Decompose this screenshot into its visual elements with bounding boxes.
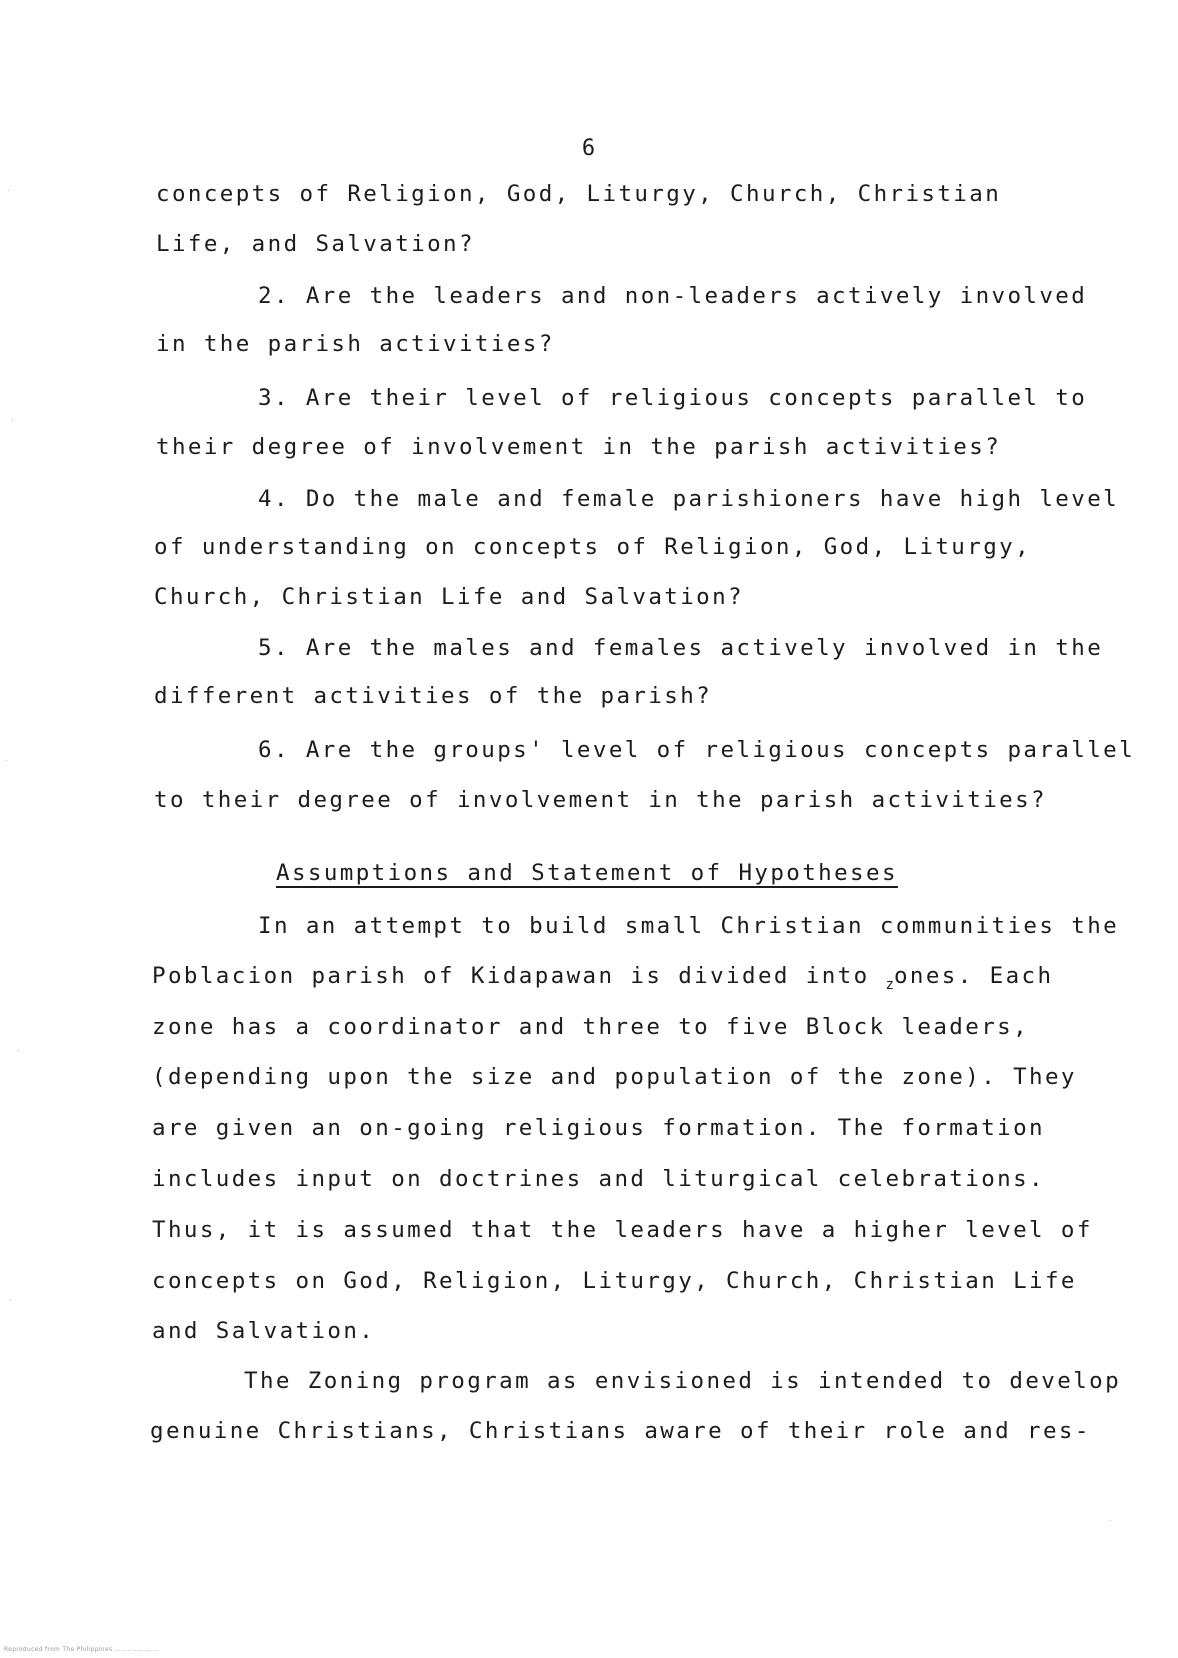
- question-3-line: their degree of involvement in the parish activities?: [156, 434, 1002, 460]
- hypothesis-line: In an attempt to build small Christian communities the: [258, 913, 1120, 939]
- question-6-line: 6. Are the groups' level of religious concepts parallel: [258, 737, 1136, 763]
- question-2-line: 2. Are the leaders and non-leaders actively involved: [258, 283, 1088, 309]
- hypothesis-line: [152, 961, 1053, 1000]
- scan-speck: [10, 1300, 11, 1301]
- question-4-line: 4. Do the male and female parishioners have high level: [258, 486, 1120, 512]
- question-2-line: in the parish activities?: [156, 331, 555, 357]
- section-heading: Assumptions and Statement of Hypotheses: [276, 860, 898, 886]
- scan-speck: [1110, 1520, 1111, 1521]
- question-6-line: to their degree of involvement in the parish activities?: [154, 787, 1047, 813]
- scan-footer: Reproduced from The Philippines ....................: [4, 1646, 159, 1653]
- question-4-line: of understanding on concepts of Religion, God, Liturgy,: [154, 534, 1032, 560]
- hypothesis-line: Thus, it is assumed that the leaders have a higher level of: [152, 1217, 1093, 1243]
- hypothesis-line: concepts on God, Religion, Liturgy, Church, Christian Life: [152, 1268, 1077, 1294]
- hypothesis-line-text: Poblacion parish of Kidapawan is divided into: [152, 963, 886, 989]
- scan-speck: [12, 420, 13, 421]
- hypothesis-line: and Salvation.: [152, 1318, 376, 1344]
- zoning-line: The Zoning program as envisioned is intended to develop: [244, 1368, 1122, 1394]
- hypothesis-line: (depending upon the size and population of the zone). They: [152, 1064, 1077, 1090]
- hypothesis-line-sub: z: [885, 977, 894, 993]
- hypothesis-line: zone has a coordinator and three to five Block leaders,: [152, 1014, 1030, 1040]
- scan-speck: [18, 1050, 19, 1051]
- hypothesis-line-text: ones. Each: [893, 963, 1054, 989]
- question-4-line: Church, Christian Life and Salvation?: [154, 584, 745, 610]
- hypothesis-line: includes input on doctrines and liturgical celebrations.: [152, 1166, 1045, 1192]
- body-line: concepts of Religion, God, Liturgy, Church, Christian: [156, 181, 1002, 207]
- question-5-line: 5. Are the males and females actively involved in the: [258, 635, 1104, 661]
- hypothesis-line: are given an on-going religious formation. The formation: [152, 1115, 1045, 1141]
- scan-speck: [8, 190, 9, 191]
- zoning-line: genuine Christians, Christians aware of their role and res-: [150, 1418, 1091, 1444]
- body-line: Life, and Salvation?: [156, 231, 475, 257]
- scan-speck: [6, 760, 7, 761]
- question-3-line: 3. Are their level of religious concepts parallel to: [258, 385, 1088, 411]
- question-5-line: different activities of the parish?: [154, 683, 713, 709]
- page-number: 6: [581, 136, 597, 161]
